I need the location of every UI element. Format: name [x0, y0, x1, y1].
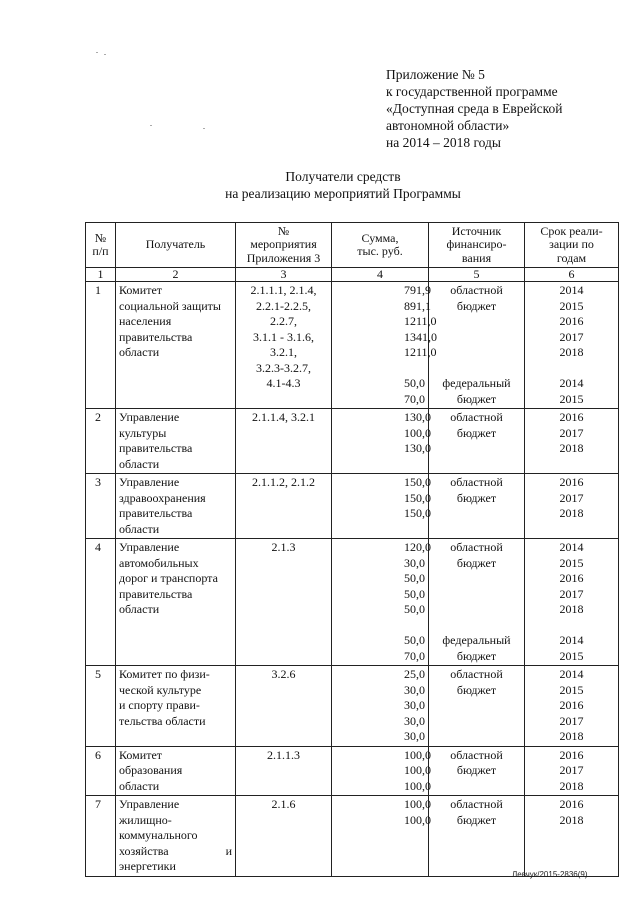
- header-num: [86, 223, 116, 268]
- column-number: 5: [429, 268, 525, 282]
- header-line: Источник: [451, 223, 502, 238]
- year-value: 2016: [559, 698, 584, 712]
- year-value: 2017: [559, 329, 584, 344]
- recipient-line: [119, 844, 232, 860]
- recipient-line: правительства: [119, 441, 193, 455]
- year-value: 2015: [559, 391, 584, 406]
- header-line: п/п: [92, 244, 109, 258]
- table-row: [86, 666, 619, 747]
- spacer: [432, 330, 521, 346]
- footer-reference: Левчук/2015-2836(9): [512, 870, 588, 879]
- sum-value: 1211,0: [404, 345, 437, 359]
- spacer: [432, 345, 521, 361]
- activity-cell: [236, 666, 332, 747]
- year-value: 2016: [559, 410, 584, 424]
- recipient-line: Комитет: [119, 747, 163, 762]
- recipient-line: жилищно-: [119, 812, 172, 827]
- header-line: Сумма,: [361, 230, 399, 245]
- sum-value: 25,0: [404, 667, 425, 681]
- sum-value: 150,0: [404, 490, 431, 505]
- recipient-line: тельства области: [119, 713, 206, 728]
- recipient-cell: [116, 409, 236, 474]
- recipient-cell: [116, 666, 236, 747]
- table-row: [86, 474, 619, 539]
- appendix-line: автономной области»: [386, 118, 510, 133]
- sum-value: 100,0: [404, 763, 431, 777]
- recipient-line: Управление: [119, 540, 180, 554]
- column-number: 2: [116, 268, 236, 282]
- recipient-line: дорог и транспорта: [119, 571, 218, 585]
- header-line: №: [277, 223, 290, 238]
- sum-value: 30,0: [404, 729, 425, 743]
- activity-line: 3.2.3-3.2.7,: [256, 360, 311, 375]
- source-line: бюджет: [456, 763, 497, 777]
- year-cell: [525, 474, 619, 539]
- year-value: 2018: [559, 506, 584, 520]
- row-number: 1: [86, 282, 116, 409]
- row-number: 7: [86, 796, 116, 877]
- source-cell: [429, 796, 525, 877]
- source-line: бюджет: [456, 812, 497, 827]
- sum-cell: [332, 539, 429, 666]
- activity-line: 3.1.1 - 3.1.6,: [253, 329, 314, 344]
- sum-value: 1211,0: [404, 314, 437, 328]
- header-line: годам: [556, 250, 587, 265]
- table-row: [86, 539, 619, 666]
- sum-value: 50,0: [404, 571, 425, 585]
- sum-value: 30,0: [404, 555, 425, 570]
- source-line: бюджет: [456, 298, 497, 313]
- table-row: [86, 282, 619, 409]
- year-value: 2014: [559, 376, 584, 390]
- activity-line: 4.1-4.3: [266, 376, 301, 390]
- appendix-line: на 2014 – 2018 годы: [386, 135, 501, 150]
- appendix-line: «Доступная среда в Еврейской: [386, 101, 563, 116]
- sum-value: 30,0: [404, 698, 425, 712]
- spacer: [432, 361, 521, 377]
- table-row: [86, 746, 619, 796]
- sum-value: 30,0: [404, 713, 425, 728]
- header-line: тыс. руб.: [357, 244, 403, 258]
- activity-line: 3.2.6: [271, 667, 296, 681]
- header-recipient: [116, 223, 236, 268]
- header-line: финансиро-: [446, 237, 507, 252]
- sum-value: 150,0: [404, 475, 431, 489]
- year-value: 2018: [559, 441, 584, 455]
- row-number: 3: [86, 474, 116, 539]
- title-line-1: Получатели средств: [285, 169, 401, 184]
- recipient-line: образования: [119, 763, 183, 777]
- year-value: 2016: [559, 747, 584, 762]
- recipient-line: энергетики: [119, 859, 176, 873]
- header-line: мероприятия: [250, 237, 317, 252]
- source-cell: [429, 282, 525, 409]
- source-line: бюджет: [456, 648, 497, 663]
- activity-cell: [236, 746, 332, 796]
- activity-cell: [236, 409, 332, 474]
- source-line: бюджет: [456, 490, 497, 505]
- activity-line: 2.1.1.4, 3.2.1: [252, 410, 315, 424]
- row-number: 4: [86, 539, 116, 666]
- year-value: 2015: [559, 682, 584, 697]
- spacer: [432, 587, 521, 603]
- sum-value: 100,0: [404, 797, 431, 811]
- recipient-line: и спорту прави-: [119, 698, 200, 712]
- activity-line: 2.1.6: [271, 797, 296, 811]
- source-cell: [429, 474, 525, 539]
- sum-value: 70,0: [404, 391, 425, 406]
- year-value: 2017: [559, 586, 584, 601]
- sum-cell: [332, 746, 429, 796]
- recipient-cell: [116, 282, 236, 409]
- row-number: 2: [86, 409, 116, 474]
- sum-value: 150,0: [404, 506, 431, 520]
- recipient-line: правительства: [119, 329, 193, 344]
- year-value: 2014: [559, 633, 584, 647]
- recipient-line: Управление: [119, 475, 180, 489]
- header-line: вания: [461, 250, 492, 265]
- recipient-line-text: хозяйства: [119, 843, 169, 858]
- recipient-line: здравоохранения: [119, 490, 206, 505]
- spacer: [432, 602, 521, 618]
- year-cell: [525, 282, 619, 409]
- header-line: Срок реали-: [540, 223, 603, 238]
- activity-line: 2.1.1.1, 2.1.4,: [250, 283, 317, 297]
- appendix-header: [386, 66, 563, 151]
- year-value: 2016: [559, 571, 584, 585]
- column-number: 4: [332, 268, 429, 282]
- source-line: областной: [450, 540, 503, 554]
- recipient-cell: [116, 474, 236, 539]
- activity-cell: [236, 474, 332, 539]
- year-value: 2016: [559, 314, 584, 328]
- row-number: 5: [86, 666, 116, 747]
- appendix-line: к государственной программе: [386, 84, 558, 99]
- year-cell: [525, 796, 619, 877]
- year-value: 2018: [559, 345, 584, 359]
- source-line: федеральный: [442, 376, 511, 390]
- sum-value: 791,9: [404, 283, 431, 297]
- spacer: [404, 618, 425, 634]
- source-line: федеральный: [442, 633, 511, 647]
- sum-value: 130,0: [404, 441, 431, 455]
- recipient-line: области: [119, 345, 160, 359]
- column-number: 1: [86, 268, 116, 282]
- year-cell: [525, 666, 619, 747]
- sum-cell: [332, 796, 429, 877]
- year-value: 2015: [559, 648, 584, 663]
- sum-value: 50,0: [404, 633, 425, 647]
- year-value: 2017: [559, 763, 584, 777]
- recipient-line: области: [119, 602, 160, 616]
- sum-value: 891,1: [404, 298, 431, 313]
- source-line: областной: [450, 797, 503, 811]
- appendix-line: Приложение № 5: [386, 67, 485, 82]
- recipient-line: правительства: [119, 586, 193, 601]
- activity-line: 3.2.1,: [270, 345, 297, 359]
- recipient-line: социальной защиты: [119, 298, 221, 313]
- sum-value: 120,0: [404, 540, 431, 554]
- activity-cell: [236, 796, 332, 877]
- year-value: 2018: [559, 729, 584, 743]
- sum-value: 50,0: [404, 586, 425, 601]
- title-line-2: на реализацию мероприятий Программы: [225, 186, 461, 201]
- sum-cell: [332, 282, 437, 409]
- sum-value: 50,0: [404, 376, 425, 390]
- spacer: [432, 571, 521, 587]
- activity-line: 2.1.3: [271, 540, 296, 554]
- recipient-cell: [116, 539, 236, 666]
- source-cell: [429, 539, 525, 666]
- year-value: 2017: [559, 713, 584, 728]
- header-line: Получатель: [145, 237, 206, 252]
- activity-line: 2.2.7,: [270, 314, 297, 328]
- source-line: областной: [450, 410, 503, 424]
- header-row: [86, 223, 619, 268]
- recipient-cell: [116, 796, 236, 877]
- activity-line: 2.1.1.3: [267, 747, 300, 762]
- sum-cell: [332, 474, 429, 539]
- header-term: [525, 223, 619, 268]
- recipient-line: Управление: [119, 797, 180, 811]
- activity-line: 2.1.1.2, 2.1.2: [252, 475, 315, 489]
- year-value: 2014: [559, 667, 584, 681]
- recipient-line: области: [119, 521, 160, 536]
- activity-cell: [236, 539, 332, 666]
- recipient-line: области: [119, 778, 160, 793]
- recipient-conjunction: и: [225, 843, 232, 858]
- year-value: 2015: [559, 298, 584, 313]
- year-value: 2014: [559, 283, 584, 297]
- recipient-line: культуры: [119, 425, 167, 440]
- sum-value: 130,0: [404, 410, 431, 424]
- sum-value: 30,0: [404, 682, 425, 697]
- source-line: областной: [450, 667, 503, 681]
- column-number-row: [86, 268, 619, 282]
- recipient-line: коммунального: [119, 828, 198, 842]
- year-value: 2016: [559, 797, 584, 811]
- source-line: областной: [450, 283, 503, 297]
- source-line: бюджет: [456, 391, 497, 406]
- source-line: областной: [450, 475, 503, 489]
- row-number: 6: [86, 746, 116, 796]
- year-value: 2015: [559, 555, 584, 570]
- year-value: 2018: [559, 602, 584, 616]
- year-value: 2017: [559, 425, 584, 440]
- activity-line: 2.2.1-2.2.5,: [256, 298, 311, 313]
- table-row: [86, 796, 619, 877]
- column-number: 3: [236, 268, 332, 282]
- table-row: [86, 409, 619, 474]
- source-cell: [429, 746, 525, 796]
- recipient-line: Управление: [119, 410, 180, 424]
- recipient-cell: [116, 746, 236, 796]
- sum-cell: [332, 409, 429, 474]
- header-line: зации по: [549, 237, 594, 252]
- header-source: [429, 223, 525, 268]
- year-value: 2018: [559, 778, 584, 793]
- activity-cell: [236, 282, 332, 409]
- column-number: 6: [525, 268, 619, 282]
- source-line: бюджет: [456, 682, 497, 697]
- header-line: Приложения 3: [246, 250, 321, 265]
- sum-value: 100,0: [404, 425, 431, 440]
- spacer: [404, 361, 425, 377]
- recipient-line: ческой культуре: [119, 682, 202, 697]
- header-line: №: [94, 230, 107, 245]
- recipient-line: Комитет: [119, 283, 163, 297]
- year-value: 2017: [559, 490, 584, 505]
- spacer: [432, 618, 521, 634]
- year-cell: [525, 746, 619, 796]
- year-value: 2016: [559, 475, 584, 489]
- sum-value: 70,0: [404, 648, 425, 663]
- sum-cell: [332, 666, 429, 747]
- recipient-line: Комитет по физи-: [119, 667, 210, 681]
- recipient-line: населения: [119, 314, 172, 328]
- document-title: [0, 168, 640, 202]
- spacer: [528, 361, 615, 377]
- sum-value: 1341,0: [404, 329, 437, 344]
- year-value: 2014: [559, 540, 584, 554]
- year-cell: [525, 539, 619, 666]
- source-cell: [429, 409, 525, 474]
- spacer: [528, 618, 615, 634]
- source-line: бюджет: [456, 425, 497, 440]
- header-activity: [236, 223, 332, 268]
- recipient-line: автомобильных: [119, 555, 199, 570]
- source-cell: [429, 666, 525, 747]
- header-sum: [332, 223, 429, 268]
- spacer: [432, 314, 521, 330]
- sum-value: 100,0: [404, 778, 431, 793]
- year-value: 2018: [559, 812, 584, 827]
- source-line: областной: [450, 747, 503, 762]
- sum-value: 100,0: [404, 747, 431, 762]
- sum-value: 50,0: [404, 602, 425, 616]
- recipient-line: правительства: [119, 506, 193, 520]
- source-line: бюджет: [456, 555, 497, 570]
- year-cell: [525, 409, 619, 474]
- sum-value: 100,0: [404, 812, 431, 827]
- recipients-table: [85, 222, 619, 877]
- recipient-line: области: [119, 456, 160, 471]
